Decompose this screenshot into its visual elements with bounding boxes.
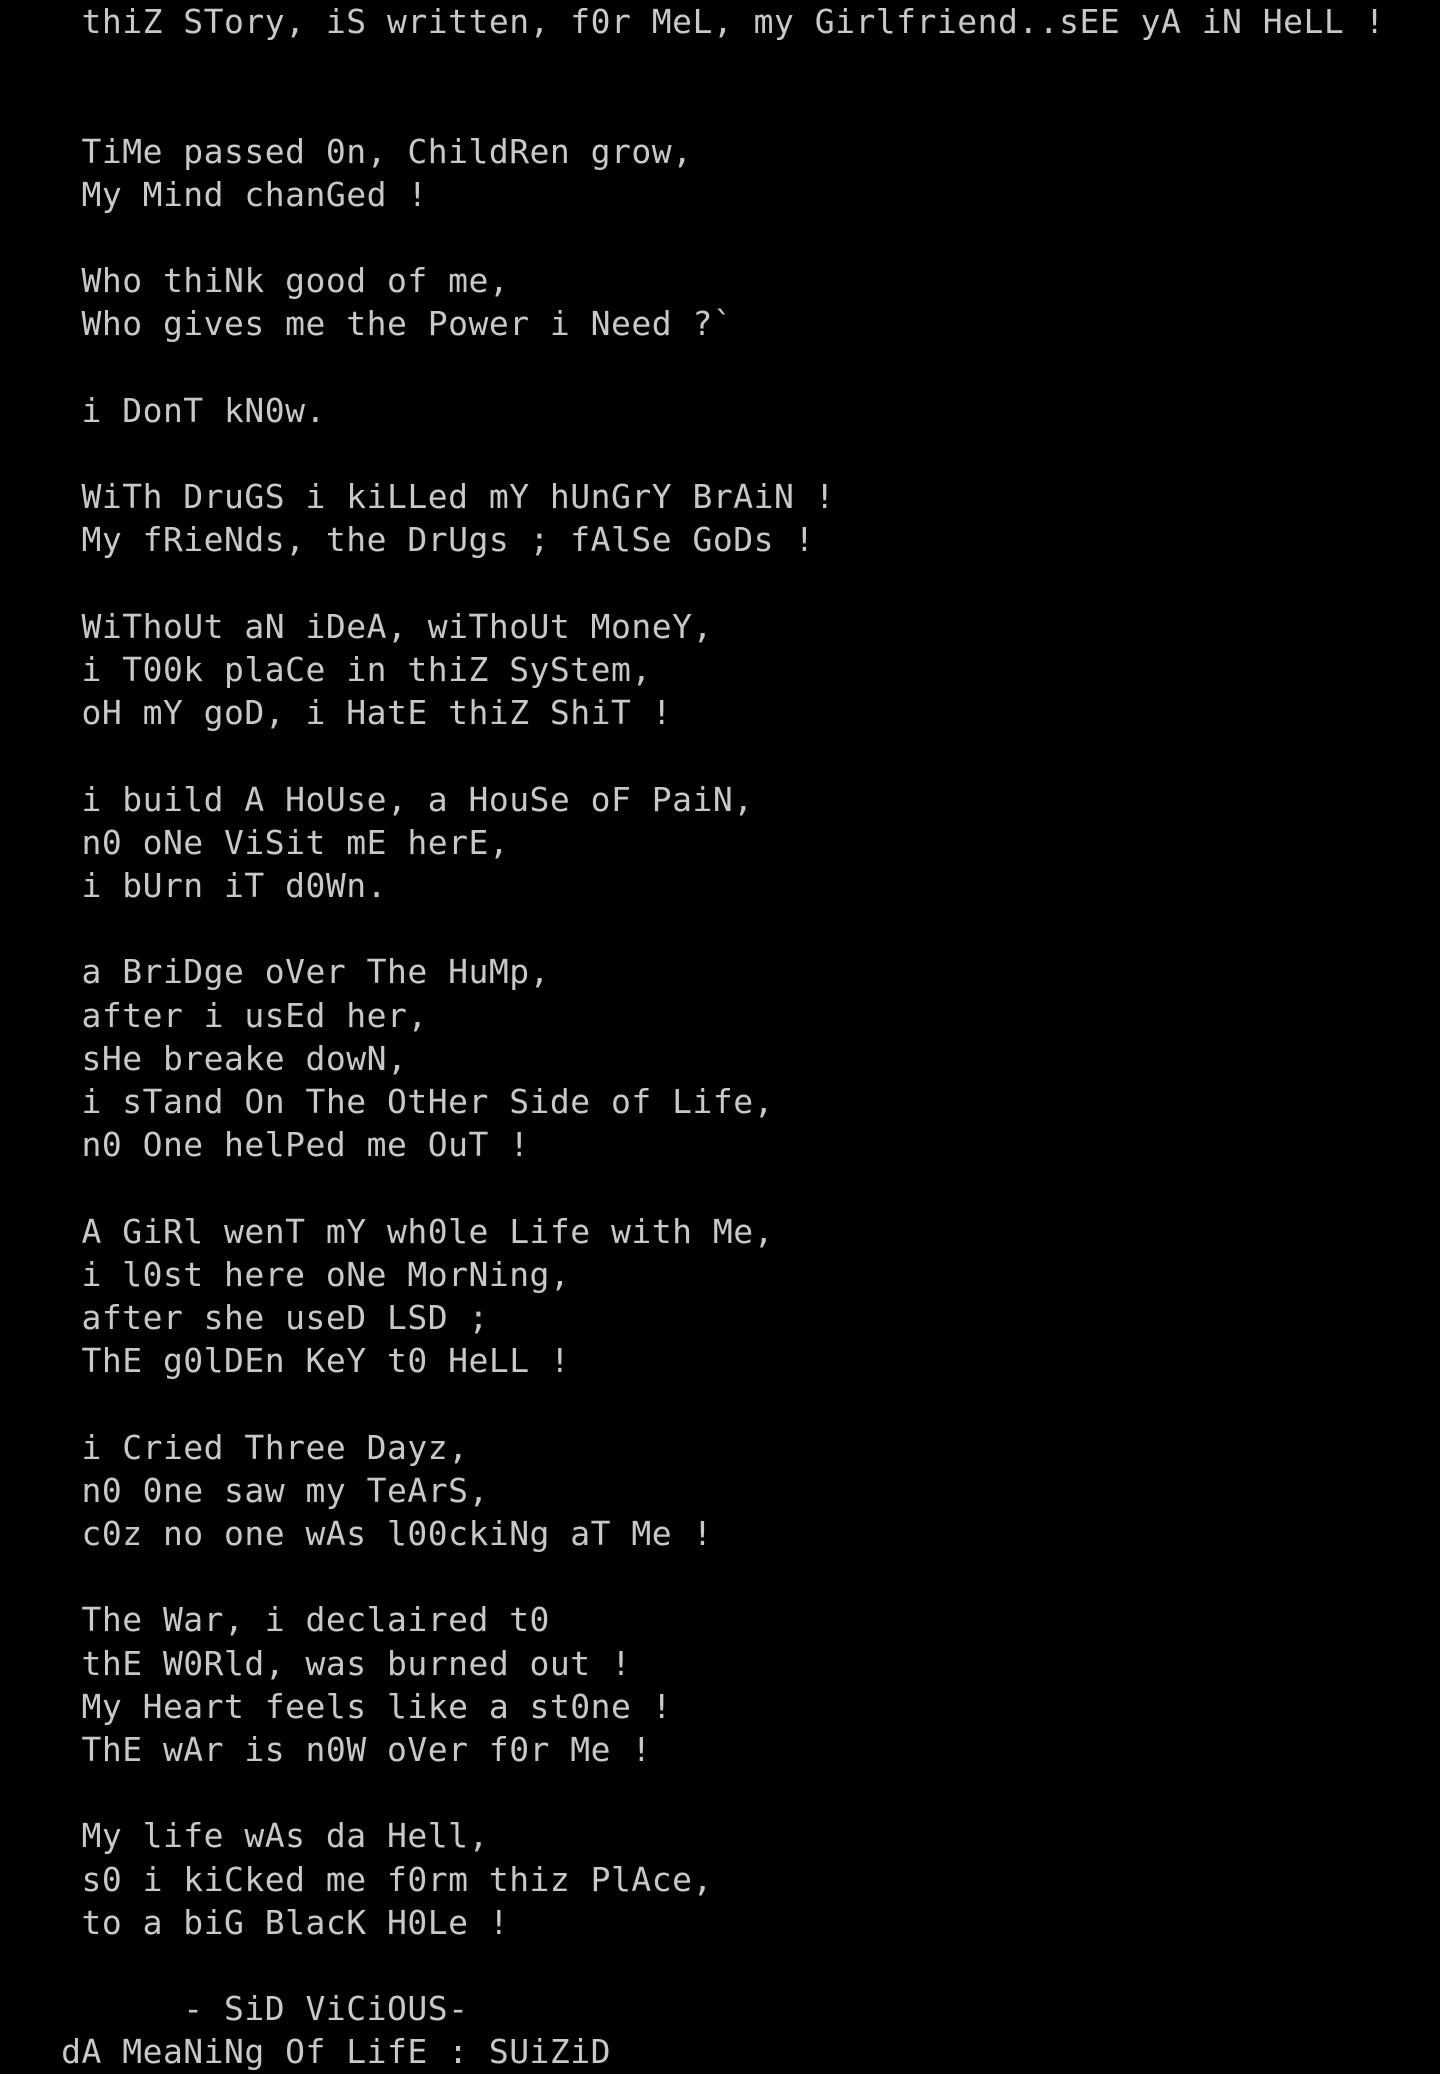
text-line: c0z no one wAs l00ckiNg aT Me ! [0, 1514, 713, 1553]
text-line: i Cried Three Dayz, [0, 1427, 469, 1467]
text-line: Who thiNk good of me, [0, 261, 510, 301]
text-line: WiThoUt aN iDeA, wiThoUt MoneY, [0, 606, 713, 646]
text-line: oH mY goD, i HatE thiZ ShiT ! [0, 693, 673, 733]
text-line: thiZ STory, iS written, f0r MeL, my Girlfriend..sEE yA iN HeLL ! [0, 2, 1386, 41]
text-line: The War, i declaired t0 [0, 1600, 550, 1640]
text-line: i DonT kN0w. [0, 390, 326, 430]
text-line: n0 0ne saw my TeArS, [0, 1470, 489, 1510]
text-line: n0 oNe ViSit mE herE, [0, 822, 510, 862]
text-line: My fRieNds, the DrUgs ; fAlSe GoDs ! [0, 520, 815, 560]
text-line: - SiD ViCiOUS- [0, 1989, 469, 2029]
text-line: i build A HoUse, a HouSe oF PaiN, [0, 779, 754, 819]
text-line: A GiRl wenT mY wh0le Life with Me, [0, 1211, 774, 1251]
text-line: My life wAs da Hell, [0, 1816, 489, 1856]
text-line: i sTand On The OtHer Side of Life, [0, 1082, 774, 1121]
text-line: i l0st here oNe MorNing, [0, 1254, 571, 1294]
text-line: after i usEd her, [0, 995, 428, 1035]
text-line: to a biG BlacK H0Le ! [0, 1902, 510, 1942]
text-line: thE W0Rld, was burned out ! [0, 1643, 632, 1683]
text-line: Who gives me the Power i Need ?` [0, 304, 734, 344]
text-line: i bUrn iT d0Wn. [0, 866, 387, 905]
text-line: My Heart feels like a st0ne ! [0, 1686, 673, 1726]
text-line: after she useD LSD ; [0, 1298, 489, 1337]
text-line: WiTh DruGS i kiLLed mY hUnGrY BrAiN ! [0, 477, 836, 517]
text-line: s0 i kiCked me f0rm thiz PlAce, [0, 1859, 713, 1899]
text-line: dA MeaNiNg Of LifE : SUiZiD [0, 2032, 612, 2072]
text-line: a BriDge oVer The HuMp, [0, 952, 550, 992]
text-line: My Mind chanGed ! [0, 174, 428, 214]
text-line: i T00k plaCe in thiZ SyStem, [0, 650, 652, 689]
text-line: sHe breake dowN, [0, 1038, 408, 1078]
text-line: ThE g0lDEn KeY t0 HeLL ! [0, 1341, 571, 1381]
text-line: ThE wAr is n0W oVer f0r Me ! [0, 1730, 652, 1769]
text-line: n0 One helPed me OuT ! [0, 1125, 530, 1165]
text-line: TiMe passed 0n, ChildRen grow, [0, 131, 693, 171]
